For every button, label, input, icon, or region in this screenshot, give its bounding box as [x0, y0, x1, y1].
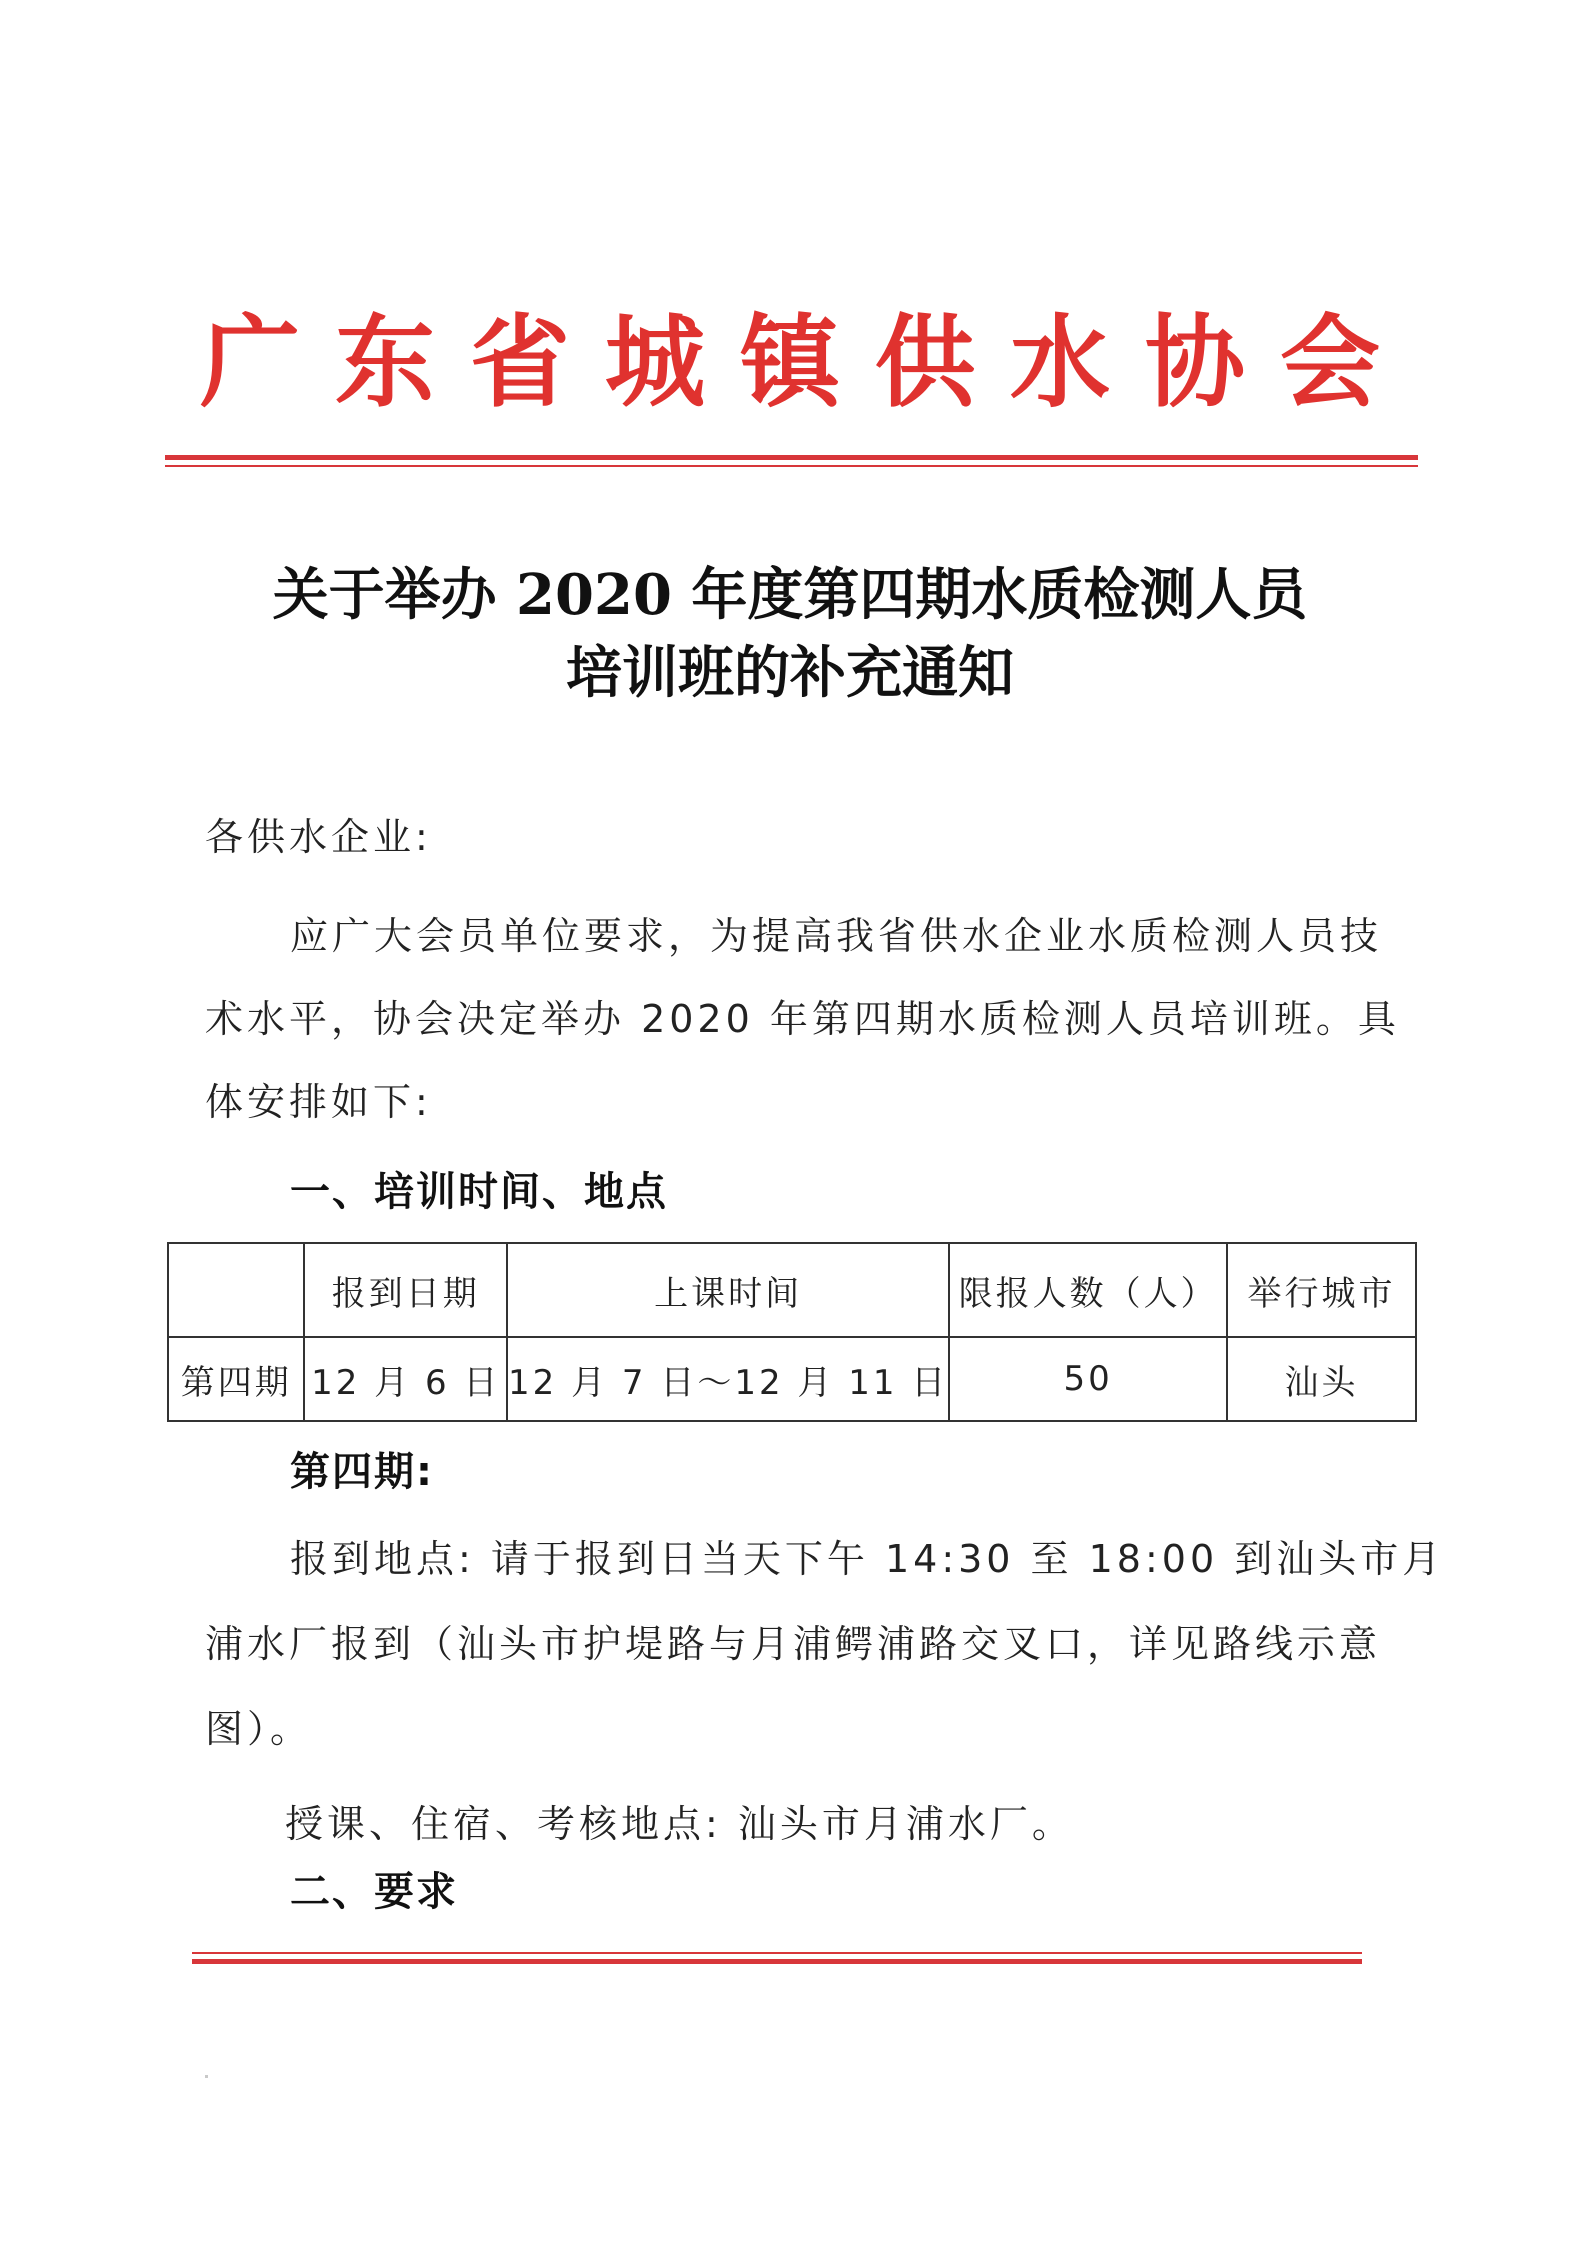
table-header-row — [168, 1243, 1416, 1337]
letterhead-char: 协 — [1145, 304, 1245, 421]
table-header-cell: 限报人数（人） — [949, 1243, 1227, 1337]
intro-paragraph-line: 术水平，协会决定举办 2020 年第四期水质检测人员培训班。具 — [205, 997, 1400, 1041]
training-schedule-table — [167, 1242, 1417, 1422]
table-row — [168, 1337, 1416, 1421]
letterhead-char: 东 — [335, 304, 435, 421]
table-header-cell — [168, 1243, 304, 1337]
table-cell: 汕头 — [1227, 1337, 1416, 1421]
registration-paragraph-line: 图）。 — [205, 1707, 313, 1751]
document-title-line-2: 培训班的补充通知 — [566, 640, 1014, 706]
scan-artifact — [205, 2075, 208, 2078]
venue-paragraph: 授课、住宿、考核地点: 汕头市月浦水厂。 — [285, 1802, 1074, 1846]
document-title-line-1: 关于举办 2020 年度第四期水质检测人员 — [272, 562, 1308, 628]
letterhead-char: 广 — [200, 304, 300, 421]
letterhead-org-name — [200, 298, 1380, 428]
intro-paragraph-line: 体安排如下: — [205, 1080, 432, 1124]
letterhead-char: 省 — [470, 304, 570, 421]
table-cell: 12 月 7 日～12 月 11 日 — [507, 1337, 949, 1421]
section-heading-time-place: 一、培训时间、地点 — [290, 1169, 668, 1215]
intro-paragraph-line: 应广大会员单位要求，为提高我省供水企业水质检测人员技 — [290, 914, 1383, 958]
letterhead-char: 镇 — [740, 304, 840, 421]
salutation: 各供水企业: — [205, 815, 432, 859]
registration-paragraph-line: 报到地点: 请于报到日当天下午 14:30 至 18:00 到汕头市月 — [290, 1537, 1445, 1581]
letterhead-char: 供 — [875, 304, 975, 421]
table-header-cell: 报到日期 — [304, 1243, 507, 1337]
section-heading-requirements: 二、要求 — [290, 1869, 458, 1915]
table-header-cell: 上课时间 — [507, 1243, 949, 1337]
letterhead-char: 水 — [1010, 304, 1110, 421]
letterhead-char: 城 — [605, 304, 705, 421]
table-cell: 第四期 — [168, 1337, 304, 1421]
table-header-cell: 举行城市 — [1227, 1243, 1416, 1337]
table-cell: 50 — [949, 1337, 1227, 1421]
letterhead-char: 会 — [1280, 304, 1380, 421]
table-cell: 12 月 6 日 — [304, 1337, 507, 1421]
period-heading: 第四期: — [290, 1449, 434, 1495]
registration-paragraph-line: 浦水厂报到（汕头市护堤路与月浦鳄浦路交叉口，详见路线示意 — [205, 1622, 1382, 1666]
